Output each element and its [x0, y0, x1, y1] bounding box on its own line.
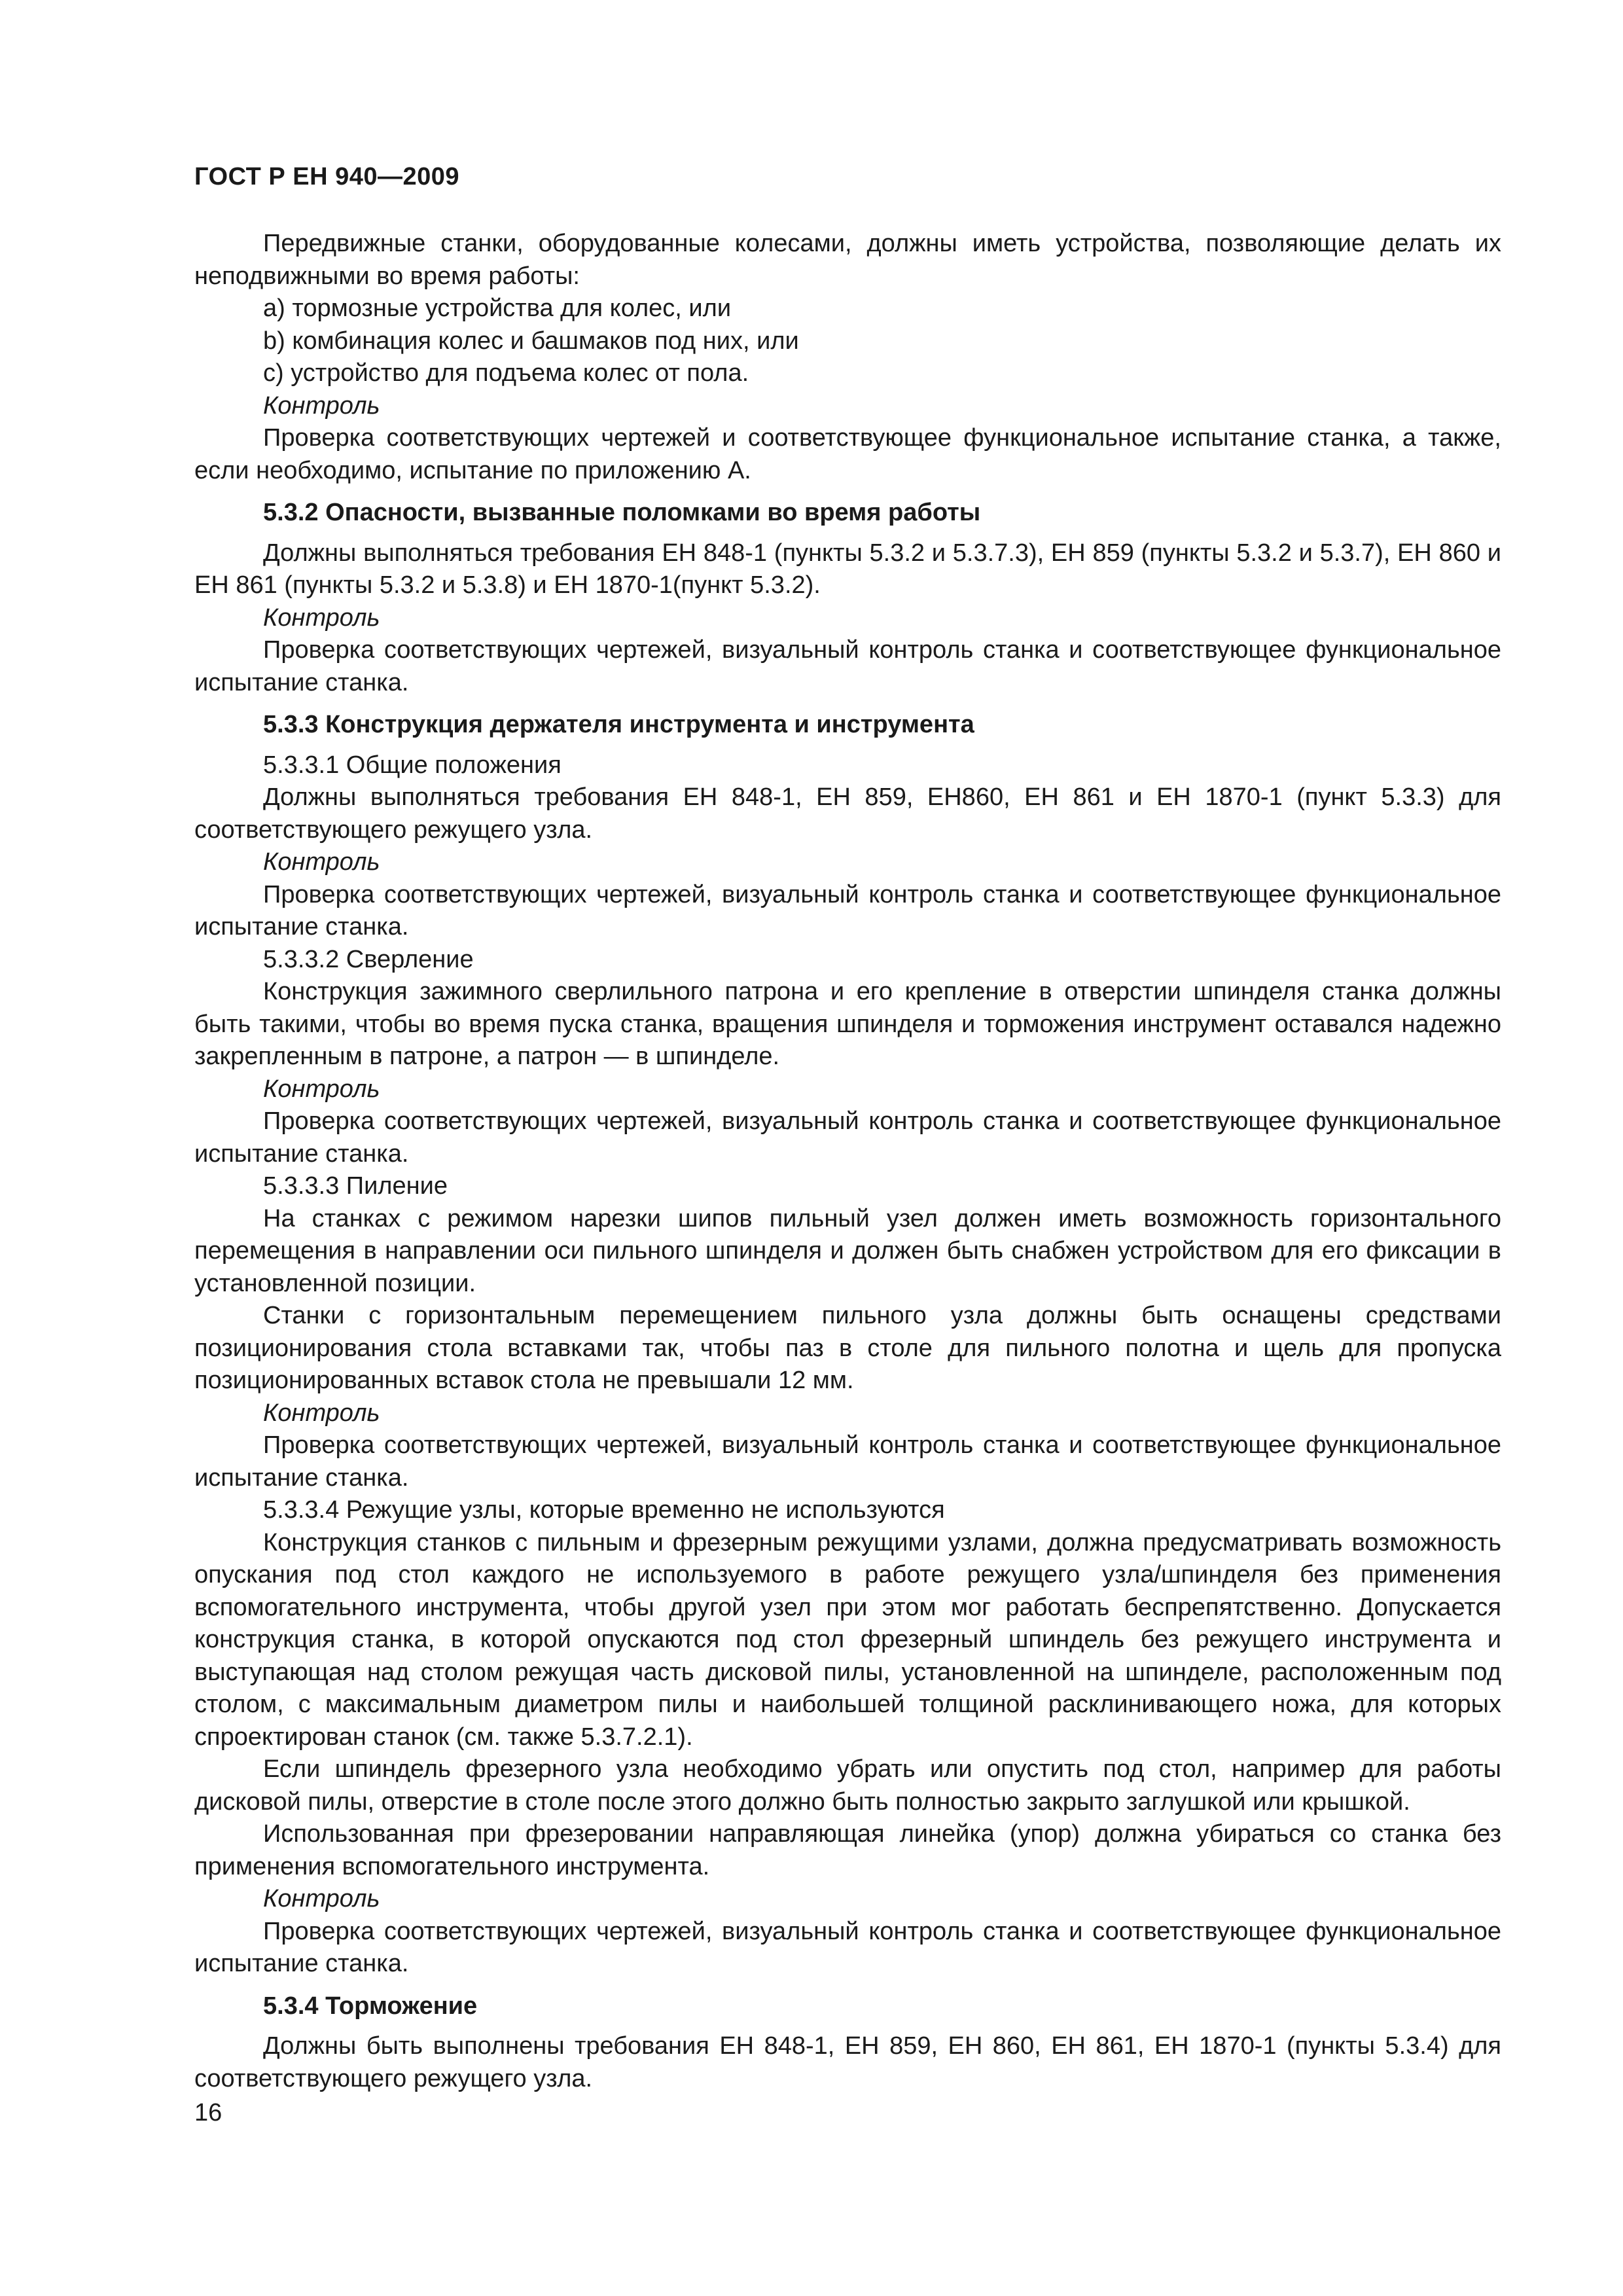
- control-label: Контроль: [263, 391, 380, 420]
- list-item: 5.3.3.1 Общие положения: [263, 751, 562, 779]
- paragraph: Проверка соответствующих чертежей, визуальный контроль станка и соответствующее функциональное испытание станка.: [194, 1431, 1501, 1492]
- paragraph: Проверка соответствующих чертежей и соответствующее функциональное испытание станка, а также, если необходимо, испытание по приложению А.: [194, 424, 1501, 484]
- control-label: Контроль: [263, 1885, 380, 1912]
- paragraph: Если шпиндель фрезерного узла необходимо убрать или опустить под стол, например для работы дисковой пилы, отверстие в столе после этого должно быть полностью закрыто заглушкой или крышкой.: [194, 1755, 1501, 1816]
- list-item: a) тормозные устройства для колес, или: [263, 295, 732, 322]
- document-page: [194, 160, 1501, 2095]
- paragraph: Проверка соответствующих чертежей, визуальный контроль станка и соответствующее функциональное испытание станка.: [194, 636, 1501, 696]
- list-item: 5.3.3.3 Пиление: [263, 1172, 448, 1200]
- paragraph: Проверка соответствующих чертежей, визуальный контроль станка и соответствующее функциональное испытание станка.: [194, 1917, 1501, 1977]
- paragraph: Проверка соответствующих чертежей, визуальный контроль станка и соответствующее функциональное испытание станка.: [194, 880, 1501, 941]
- list-item: 5.3.3.4 Режущие узлы, которые временно не используются: [263, 1496, 945, 1524]
- page-number: 16: [194, 2099, 223, 2126]
- paragraph: На станках с режимом нарезки шипов пильный узел должен иметь возможность горизонтального перемещения в направлении оси пильного шпинделя и должен быть снабжен устройством для его фиксации в установленной позиции.: [194, 1204, 1501, 1297]
- control-label: Контроль: [263, 1075, 380, 1103]
- document-body: [194, 228, 1501, 2095]
- paragraph: Проверка соответствующих чертежей, визуальный контроль станка и соответствующее функциональное испытание станка.: [194, 1107, 1501, 1168]
- list-item: c) устройство для подъема колес от пола.: [263, 359, 749, 387]
- document-header: ГОСТ Р ЕН 940—2009: [194, 163, 460, 190]
- list-item: 5.3.3.2 Сверление: [263, 945, 474, 973]
- control-label: Контроль: [263, 848, 380, 876]
- paragraph: Конструкция зажимного сверлильного патрона и его крепление в отверстии шпинделя станка должны быть такими, чтобы во время пуска станка, вращения шпинделя и торможения инструмент оставался надежно закрепленным в патроне, а патрон — в шпинделе.: [194, 978, 1501, 1070]
- paragraph: Передвижные станки, оборудованные колесами, должны иметь устройства, позволяющие делать их неподвижными во время работы:: [194, 230, 1501, 290]
- list-item: b) комбинация колес и башмаков под них, или: [263, 327, 799, 355]
- paragraph: Должны быть выполнены требования ЕН 848-1, ЕН 859, ЕН 860, ЕН 861, ЕН 1870-1 (пункты 5.3.4) для соответствующего режущего узла.: [194, 2032, 1501, 2092]
- section-heading: 5.3.3 Конструкция держателя инструмента и инструмента: [263, 711, 974, 738]
- paragraph: Конструкция станков с пильным и фрезерным режущими узлами, должна предусматривать возможность опускания под стол каждого не используемого в работе режущего узла/шпинделя без применения вспомогательного инструмента, чтобы другой узел при этом мог работать беспрепятственно. Допускается конструкция станка, в которой опускаются под стол фрезерный шпиндель без режущего инструмента и выступающая над столом режущая часть дисковой пилы, установленной на шпинделе, расположенным под столом, с максимальным диаметром пилы и наибольшей толщиной расклинивающего ножа, для которых спроектирован станок (см. также 5.3.7.2.1).: [194, 1528, 1501, 1751]
- control-label: Контроль: [263, 1399, 380, 1427]
- paragraph: Использованная при фрезеровании направляющая линейка (упор) должна убираться со станка без применения вспомогательного инструмента.: [194, 1820, 1501, 1880]
- control-label: Контроль: [263, 603, 380, 632]
- paragraph: Должны выполняться требования ЕН 848-1, ЕН 859, ЕН860, ЕН 861 и ЕН 1870-1 (пункт 5.3.3) для соответствующего режущего узла.: [194, 783, 1501, 844]
- section-heading: 5.3.4 Торможение: [263, 1992, 478, 2020]
- paragraph: Станки с горизонтальным перемещением пильного узла должны быть оснащены средствами позиционирования стола вставками так, чтобы паз в столе для пильного полотна и щель для пропуска позиционированных вставок стола не превышали 12 мм.: [194, 1302, 1501, 1394]
- section-heading: 5.3.2 Опасности, вызванные поломками во время работы: [263, 499, 981, 526]
- paragraph: Должны выполняться требования ЕН 848-1 (пункты 5.3.2 и 5.3.7.3), ЕН 859 (пункты 5.3.2 и 5.3.7), ЕН 860 и ЕН 861 (пункты 5.3.2 и 5.3.8) и ЕН 1870-1(пункт 5.3.2).: [194, 539, 1501, 599]
